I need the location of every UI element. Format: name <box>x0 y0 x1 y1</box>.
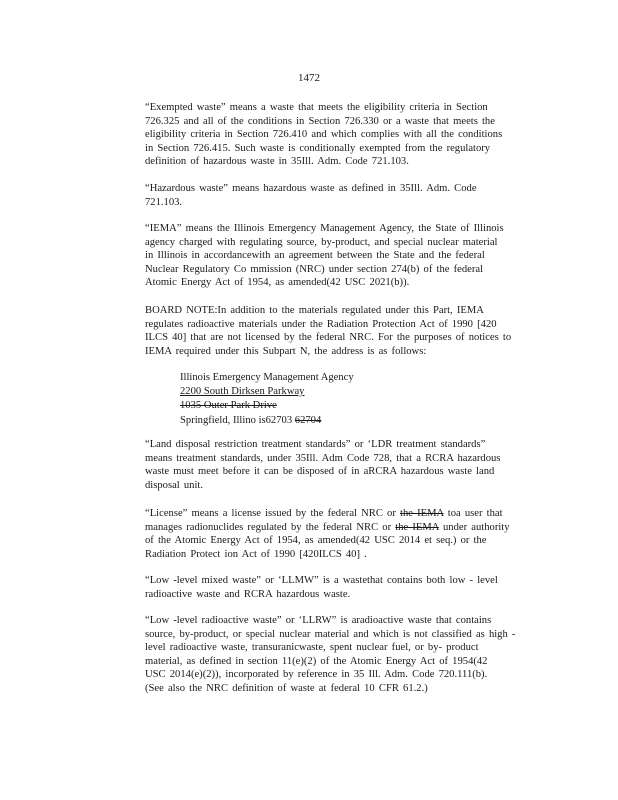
text-line: “Low -level radioactive waste” or ‘LLRW” is aradioactive waste that contains <box>145 615 492 626</box>
definition-iema <box>145 222 541 290</box>
text-line: disposal unit. <box>145 479 204 491</box>
definition-hazardous-waste <box>145 182 541 209</box>
text-line: of the Atomic Energy Act of 1954, as amended(42 USC 2014 et seq.) or the <box>145 535 487 547</box>
text-line: in Illinois in accordancewith an agreement between the State and the federal <box>145 250 485 262</box>
text-line: means treatment standards, under 35Ill. Adm Code 728, that a RCRA hazardous <box>145 452 501 464</box>
text-line: regulates radioactive materials under the Radiation Protection Act of 1990 [420 <box>145 318 497 330</box>
text-line: level radioactive waste, transuranicwaste, spent nuclear fuel, or by- product <box>145 642 479 654</box>
text-line: definition of hazardous waste in 35Ill. Adm. Code 721.103. <box>145 156 409 168</box>
text-line: 721.103. <box>145 196 183 208</box>
address-city-text: Springfield, Illino is62703 <box>180 414 295 426</box>
definition-license <box>145 507 541 561</box>
text-line: source, by-product, or special nuclear material and which is not classified as high - <box>145 628 516 640</box>
definition-llrw <box>145 614 541 696</box>
text-line: “Exempted waste” means a waste that meets the eligibility criteria in Section <box>145 102 488 113</box>
text-line: Nuclear Regulatory Co mmission (NRC) under section 274(b) of the federal <box>145 263 484 275</box>
board-note <box>145 304 541 358</box>
text-line: BOARD NOTE:In addition to the materials regulated under this Part, IEMA <box>145 305 484 316</box>
text-line <box>145 521 541 535</box>
address-line-city <box>180 414 440 428</box>
text-line: material, as defined in section 11(e)(2) of the Atomic Energy Act of 1954(42 <box>145 655 488 667</box>
text-line: IEMA required under this Subpart N, the address is as follows: <box>145 345 427 357</box>
iema-address <box>180 371 440 428</box>
page-number: 1472 <box>298 72 320 84</box>
text-run: toa user that <box>443 508 503 519</box>
text-line: in Section 726.415. Such waste is conditionally exempted from the regulatory <box>145 142 491 154</box>
definition-exempted-waste <box>145 101 541 169</box>
deleted-text: the IEMA <box>400 508 444 519</box>
text-line: “IEMA” means the Illinois Emergency Management Agency, the State of Illinois <box>145 223 504 234</box>
text-line: agency charged with regulating source, by-product, and special nuclear material <box>145 236 498 248</box>
text-line <box>145 507 541 521</box>
text-line: USC 2014(e)(2)), incorporated by reference in 35 Ill. Adm. Code 720.111(b). <box>145 669 488 681</box>
text-run: manages radionuclides regulated by the federal NRC or <box>145 521 396 533</box>
text-run: under authority <box>438 521 510 533</box>
text-line: (See also the NRC definition of waste at federal 10 CFR 61.2.) <box>145 682 428 694</box>
text-line: Radiation Protect ion Act of 1990 [420ILCS 40] . <box>145 548 367 560</box>
definition-llmw <box>145 574 541 601</box>
text-line: “Hazardous waste” means hazardous waste as defined in 35Ill. Adm. Code <box>145 183 477 194</box>
deleted-text: the IEMA <box>395 521 439 533</box>
text-run: “License” means a license issued by the federal NRC or <box>145 508 401 519</box>
text-line: 726.325 and all of the conditions in Section 726.330 or a waste that meets the <box>145 115 495 127</box>
text-line: Atomic Energy Act of 1954, as amended(42 USC 2021(b)). <box>145 277 410 289</box>
text-line: “Low -level mixed waste” or ‘LLMW” is a wastethat contains both low - level <box>145 575 498 586</box>
text-line: eligibility criteria in Section 726.410 and which complies with all the conditions <box>145 129 503 141</box>
address-zip-deleted: 62704 <box>294 414 322 426</box>
address-line-deleted: 1035 Outer Park Drive <box>180 400 277 412</box>
address-line: Illinois Emergency Management Agency <box>180 372 354 383</box>
address-line-inserted: 2200 South Dirksen Parkway <box>180 386 305 398</box>
text-line: waste must meet before it can be disposed of in aRCRA hazardous waste land <box>145 466 495 478</box>
text-line: ILCS 40] that are not licensed by the federal NRC. For the purposes of notices to <box>145 332 512 344</box>
definition-land-disposal-restriction <box>145 438 541 492</box>
text-line: radioactive waste and RCRA hazardous waste. <box>145 588 351 600</box>
text-line: “Land disposal restriction treatment standards” or ‘LDR treatment standards” <box>145 439 486 450</box>
